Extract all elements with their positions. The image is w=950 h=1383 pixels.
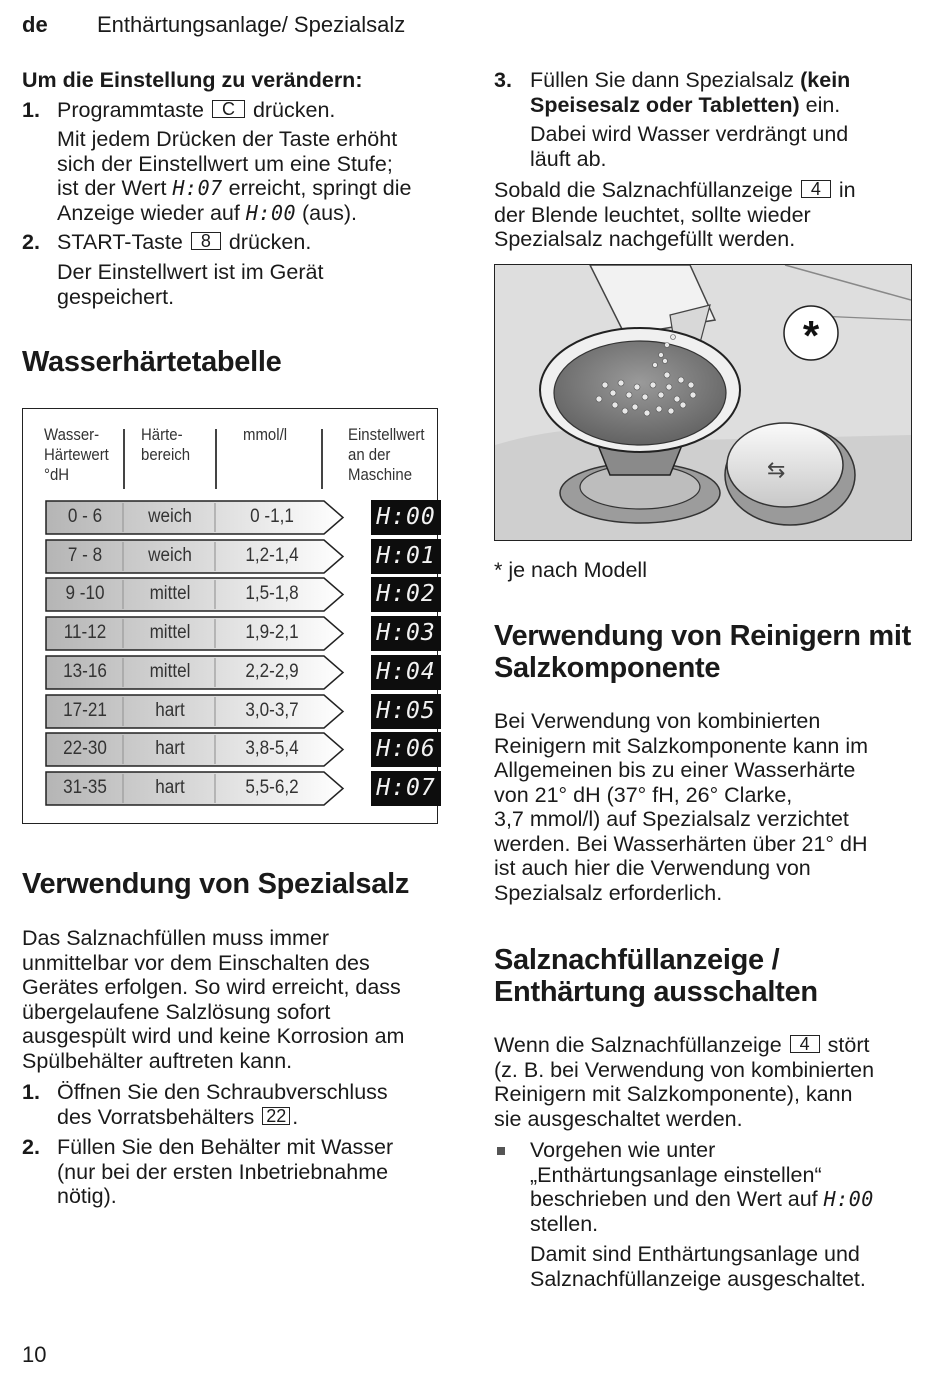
text-line: von 21° dH (37° fH, 26° Clarke, [494, 782, 793, 807]
text-line [494, 1033, 874, 1058]
text-line: Füllen Sie den Behälter mit Wasser [57, 1135, 394, 1159]
cell-setting-display: H:00 [371, 500, 441, 535]
column-divider [321, 429, 323, 489]
display-code: H:00 [823, 1187, 874, 1211]
text-fragment: Füllen Sie dann Spezialsalz [530, 68, 795, 92]
text-line: „Enthärtungsanlage einstellen“ [530, 1162, 822, 1187]
step1-pre: Programmtaste [57, 98, 204, 122]
text-line: sich der Einstellwert um eine Stufe; [57, 151, 393, 176]
step2-post: drücken. [228, 230, 312, 254]
container-ref-22: 22 [262, 1107, 290, 1125]
column-divider [215, 429, 217, 489]
cell-setting-display: H:02 [371, 577, 441, 612]
step3-text [530, 68, 850, 117]
text-line: ausgespült wird und keine Korrosion am [22, 1024, 405, 1048]
salt-filling-illustration [494, 264, 912, 541]
cell-range: mittel [149, 583, 191, 605]
water-hardness-table [22, 408, 438, 824]
text-line: Das Salznachfüllen muss immer [22, 926, 330, 950]
text-line: Spülbehälter auftreten kann. [22, 1048, 293, 1073]
text-line: Salznachfüllanzeige ausgeschaltet. [530, 1266, 866, 1291]
text-fragment: ein. [805, 92, 841, 117]
header-line: Härtewert [44, 445, 109, 464]
text-fragment: (kein [800, 68, 851, 92]
text-line: Vorgehen wie unter [530, 1138, 716, 1162]
step2-description [57, 260, 323, 309]
cell-mmol: 0 -1,1 [250, 506, 294, 527]
header-line: Einstellwert [348, 425, 425, 444]
display-code: H:00 [245, 200, 297, 225]
indicator-ref-4: 4 [801, 180, 831, 198]
step2-text [57, 230, 311, 255]
heading-line: Verwendung von Reinigern mit [494, 620, 911, 652]
header-line: °dH [44, 465, 70, 484]
column-divider [123, 429, 125, 489]
salt-step1-text [57, 1080, 388, 1129]
text-fragment: (aus). [302, 200, 357, 225]
disable-indicator-paragraph [494, 1033, 874, 1131]
svg-text:⇆: ⇆ [767, 458, 786, 483]
text-line: Damit sind Enthärtungsanlage und [530, 1242, 860, 1266]
cell-mmol: 1,9-2,1 [245, 622, 299, 644]
column-header-mmol [243, 425, 287, 445]
cell-setting-display: H:06 [371, 732, 441, 767]
header-line: Härte- [141, 425, 183, 444]
column-header-setting [348, 425, 424, 485]
cell-mmol: 3,0-3,7 [245, 699, 299, 721]
text-line [57, 176, 412, 201]
text-line: Öffnen Sie den Schraubverschluss [57, 1080, 388, 1104]
cell-range: hart [155, 738, 185, 760]
cell-mmol: 1,5-1,8 [245, 583, 299, 605]
step-number: 1. [22, 1080, 40, 1104]
text-line: sie ausgeschaltet werden. [494, 1106, 743, 1131]
text-fragment: Wenn die Salznachfüllanzeige [494, 1033, 782, 1057]
text-line [494, 178, 856, 203]
cell-range: hart [155, 699, 185, 721]
cell-dh: 22-30 [63, 738, 107, 760]
cleaner-salt-paragraph [494, 709, 868, 905]
model-marker-asterisk: * [802, 312, 820, 359]
text-line: übergelaufene Salzlösung sofort [22, 999, 331, 1024]
column-header-range [141, 425, 190, 465]
cell-range: weich [148, 544, 192, 566]
cell-mmol: 1,2-1,4 [245, 544, 299, 566]
cell-range: hart [155, 776, 185, 798]
text-line: unmittelbar vor dem Einschalten des [22, 950, 370, 975]
text-line: ist auch hier die Verwendung von [494, 856, 811, 880]
salt-step2-text [57, 1135, 393, 1209]
cell-setting-display: H:07 [371, 771, 441, 806]
header-line: Maschine [348, 465, 413, 484]
step1-post: drücken. [252, 98, 336, 122]
disable-softening-heading [494, 944, 818, 1008]
step3-description [530, 122, 848, 171]
cell-setting-display: H:05 [371, 694, 441, 729]
disable-bullet-text [530, 1138, 874, 1236]
cell-dh: 0 - 6 [67, 506, 103, 527]
text-line: Reinigern mit Salzkomponente), kann [494, 1082, 853, 1106]
text-line: gespeichert. [57, 284, 175, 309]
text-line: Dabei wird Wasser verdrängt und [530, 122, 849, 146]
text-line: der Blende leuchtet, sollte wieder [494, 202, 811, 227]
water-hardness-table-heading: Wasserhärtetabelle [22, 346, 282, 378]
start-key-8: 8 [191, 232, 221, 250]
text-line: werden. Bei Wasserhärten über 21° dH [494, 831, 868, 856]
text-fragment: Anzeige wieder auf [57, 200, 240, 225]
cell-dh: 7 - 8 [67, 544, 103, 566]
bullet-square [497, 1147, 505, 1155]
cell-setting-display: H:01 [371, 539, 441, 574]
step-number: 2. [22, 230, 40, 254]
cell-range: mittel [149, 660, 191, 682]
text-line: 3,7 mmol/l) auf Spezialsalz verzichtet [494, 807, 849, 831]
text-fragment: in [838, 178, 856, 202]
cell-dh: 13-16 [63, 660, 107, 682]
text-line: Reinigern mit Salzkomponente kann im [494, 733, 869, 758]
header-line: bereich [141, 445, 191, 464]
heading-line: Enthärtung ausschalten [494, 976, 818, 1008]
text-line [57, 201, 412, 226]
text-line: Spezialsalz nachgefüllt werden. [494, 227, 796, 251]
cleaner-salt-heading [494, 620, 911, 684]
special-salt-paragraph [22, 926, 404, 1073]
text-line: stellen. [530, 1211, 599, 1236]
text-fragment: des Vorratsbehälters [57, 1104, 255, 1129]
text-fragment: Speisesalz oder Tabletten) [530, 92, 800, 117]
text-line: Bei Verwendung von kombinierten [494, 709, 821, 733]
model-footnote: * je nach Modell [494, 558, 647, 582]
text-line [530, 68, 850, 93]
text-line: Gerätes erfolgen. So wird erreicht, dass [22, 975, 401, 999]
cell-range: weich [148, 506, 192, 527]
cell-mmol: 2,2-2,9 [245, 660, 299, 682]
text-fragment: ist der Wert [57, 176, 167, 200]
text-line [530, 93, 850, 118]
text-line: Mit jedem Drücken der Taste erhöht [57, 127, 398, 151]
language-code: de [22, 12, 48, 37]
cell-dh: 11-12 [63, 622, 107, 644]
step-number: 3. [494, 68, 512, 92]
cell-setting-display: H:04 [371, 655, 441, 690]
step2-pre: START-Taste [57, 230, 183, 254]
cell-mmol: 5,5-6,2 [245, 776, 299, 798]
text-fragment: erreicht, springt die [228, 176, 412, 200]
column-header-dh [44, 425, 109, 485]
heading-line: Salznachfüllanzeige / [494, 944, 780, 976]
text-fragment: stört [827, 1033, 870, 1057]
cell-dh: 17-21 [63, 699, 107, 721]
change-setting-heading: Um die Einstellung zu verändern: [22, 68, 363, 92]
text-line: (nur bei der ersten Inbetriebnahme [57, 1159, 389, 1184]
refill-indicator-paragraph [494, 178, 856, 252]
page-number: 10 [22, 1342, 47, 1367]
funnel-illustration [495, 265, 911, 540]
step-number: 2. [22, 1135, 40, 1159]
header-line: Wasser- [44, 425, 100, 444]
step1-description [57, 127, 412, 225]
header-line: mmol/l [243, 425, 288, 444]
step-number: 1. [22, 98, 40, 122]
heading-line: Salzkomponente [494, 652, 721, 684]
text-fragment: beschrieben und den Wert auf [530, 1187, 818, 1211]
cell-dh: 31-35 [63, 776, 107, 798]
text-line: (z. B. bei Verwendung von kombinierten [494, 1057, 875, 1082]
text-fragment: Sobald die Salznachfüllanzeige [494, 178, 793, 202]
cell-range: mittel [149, 622, 191, 644]
program-key-c: C [212, 100, 245, 118]
cell-dh: 9 -10 [65, 583, 105, 605]
text-line: läuft ab. [530, 146, 607, 171]
cell-setting-display: H:03 [371, 616, 441, 651]
cell-mmol: 3,8-5,4 [245, 738, 299, 760]
display-code: H:07 [172, 176, 223, 200]
disable-result-text [530, 1242, 866, 1291]
text-fragment: . [292, 1104, 299, 1129]
step1-text [57, 98, 335, 123]
text-line: Der Einstellwert ist im Gerät [57, 260, 324, 284]
header-line: an der [348, 445, 391, 464]
text-line: Allgemeinen bis zu einer Wasserhärte [494, 758, 856, 782]
page-header-title: Enthärtungsanlage/ Spezialsalz [97, 12, 406, 37]
text-line: Spezialsalz erforderlich. [494, 880, 723, 905]
text-line [57, 1105, 388, 1130]
text-line: nötig). [57, 1184, 117, 1208]
special-salt-heading: Verwendung von Spezialsalz [22, 868, 410, 900]
indicator-ref-4: 4 [790, 1035, 820, 1053]
text-line [530, 1187, 874, 1212]
